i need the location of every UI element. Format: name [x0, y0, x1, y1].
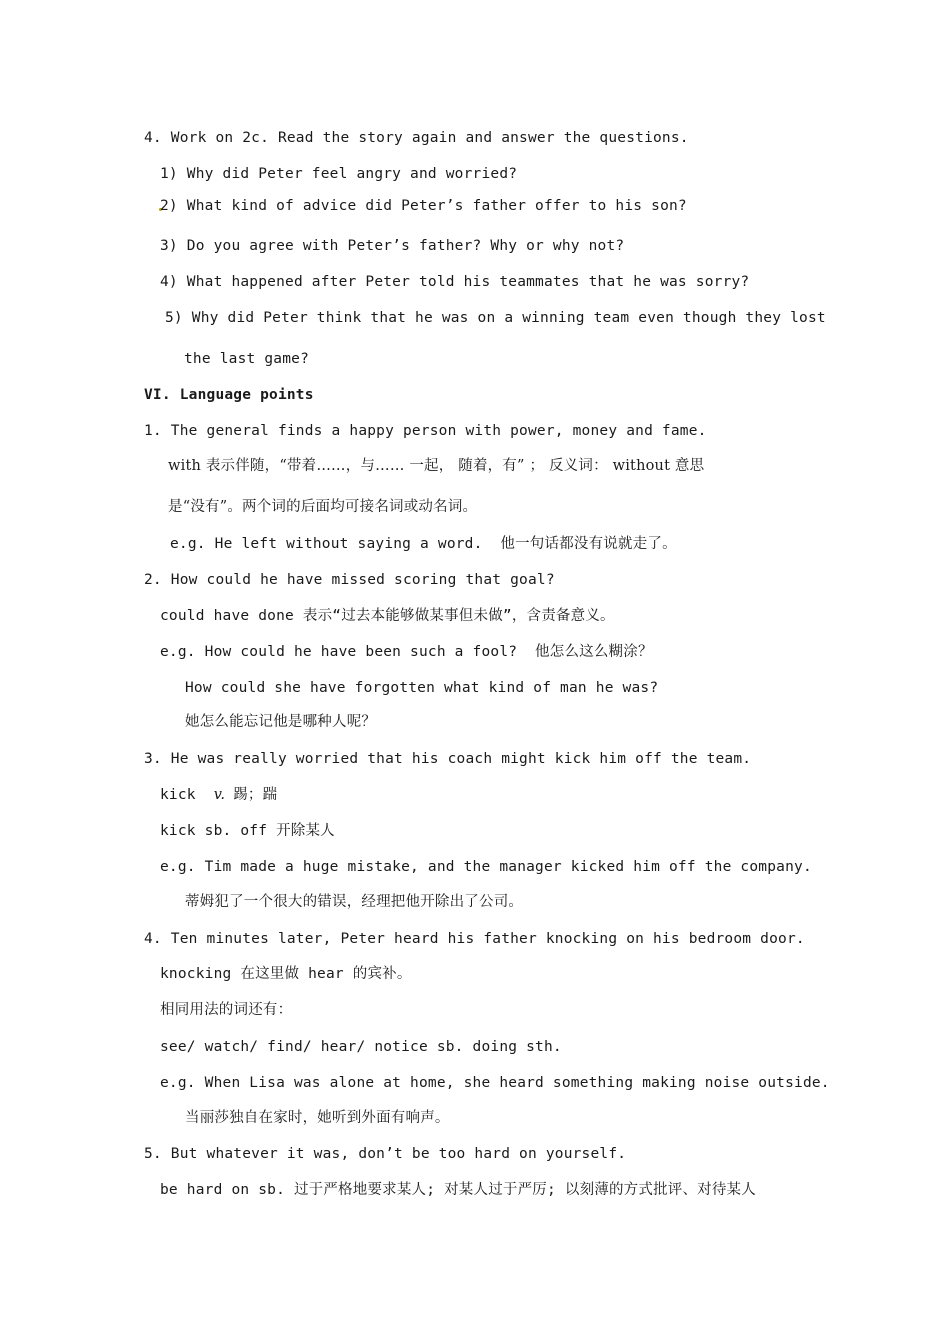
point-4-same-usage: 相同用法的词还有：: [160, 1002, 293, 1018]
part-of-speech: v.: [213, 787, 226, 803]
point-1-example: e.g. He left without saying a word. 他一句话都没有说就走了。: [170, 536, 677, 552]
question-1: 1) Why did Peter feel angry and worried?: [160, 166, 518, 182]
point-2-heading: 2. How could he have missed scoring that goal?: [144, 572, 555, 588]
point-3-phrase: kick sb. off 开除某人: [160, 823, 335, 839]
point-4-note: knocking 在这里做 hear 的宾补。: [160, 966, 412, 982]
point-1-heading: 1. The general finds a happy person with power, money and fame.: [144, 423, 707, 439]
point-3-word: kick: [160, 787, 196, 803]
point-3-word-meaning: 踢；踹: [233, 787, 278, 803]
point-4-heading: 4. Ten minutes later, Peter heard his father knocking on his bedroom door.: [144, 931, 805, 947]
question-5-line-1: 5) Why did Peter think that he was on a winning team even though they lost: [165, 310, 826, 326]
point-1-note-line-2: 是“没有”。两个词的后面均可接名词或动名词。: [168, 499, 478, 515]
point-4-word-list: see/ watch/ find/ hear/ notice sb. doing sth.: [160, 1039, 562, 1055]
point-4-example: e.g. When Lisa was alone at home, she heard something making noise outside.: [160, 1075, 830, 1091]
point-2-example-2-translation: 她怎么能忘记他是哪种人呢？: [185, 714, 377, 730]
question-2: 2) What kind of advice did Peter’s father offer to his son?: [160, 198, 687, 214]
point-5-heading: 5. But whatever it was, don’t be too hard on yourself.: [144, 1146, 627, 1162]
question-5-line-2: the last game?: [184, 351, 310, 367]
section-6-title: VI. Language points: [144, 387, 314, 403]
question-3: 3) Do you agree with Peter’s father? Why or why not?: [160, 238, 625, 254]
point-3-example: e.g. Tim made a huge mistake, and the manager kicked him off the company.: [160, 859, 812, 875]
point-1-note-line-1: with 表示伴随，“带着……，与…… 一起， 随着，有” ； 反义词： without 意思: [168, 458, 705, 474]
point-2-example-2: How could she have forgotten what kind of man he was?: [185, 680, 659, 696]
point-3-heading: 3. He was really worried that his coach might kick him off the team.: [144, 751, 752, 767]
question-4: 4) What happened after Peter told his teammates that he was sorry?: [160, 274, 750, 290]
point-2-example-1: e.g. How could he have been such a fool? 他怎么这么糊涂？: [160, 644, 653, 660]
point-4-example-translation: 当丽莎独自在家时，她听到外面有响声。: [185, 1110, 450, 1126]
point-5-note: be hard on sb. 过于严格地要求某人; 对某人过于严厉; 以刻薄的方式批评、对待某人: [160, 1182, 756, 1198]
section-4-heading: 4. Work on 2c. Read the story again and answer the questions.: [144, 130, 689, 146]
point-3-word-line: [160, 785, 277, 805]
point-2-note: could have done 表示“过去本能够做某事但未做”，含责备意义。: [160, 608, 615, 624]
point-3-example-translation: 蒂姆犯了一个很大的错误，经理把他开除出了公司。: [185, 894, 524, 910]
